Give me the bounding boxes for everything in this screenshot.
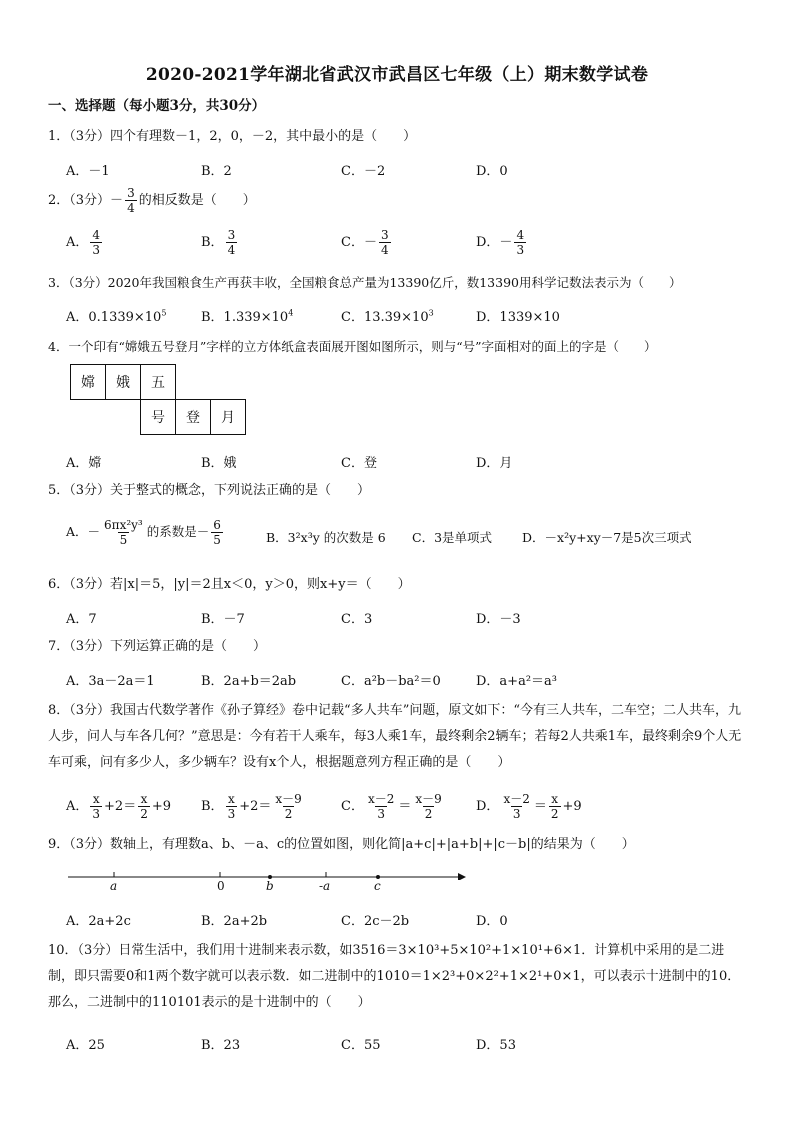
option-d: D．－x²y+xy－7是5次三项式: [522, 530, 692, 545]
point-label-a: a: [110, 879, 118, 893]
option-c: C．$13.39\times 10^3$: [341, 308, 434, 325]
option-d: D．a+a²＝a³: [476, 674, 557, 689]
option-c: C． $\frac{x-2}{3}$ ＝ $\frac{x-9}{2}$: [341, 792, 442, 821]
net-cell: 五: [140, 364, 176, 400]
option-c: C．3是单项式: [412, 530, 493, 545]
question-3-options: [66, 306, 766, 334]
question-4: 4．一个印有“嫦娥五号登月”字样的立方体纸盒表面展开图如图所示，则与“号”字面相对的面上的字是（ ）: [48, 339, 657, 354]
option-b: B．3²x³y 的次数是 6: [266, 530, 386, 545]
point-label-neg-a: -a: [319, 879, 331, 893]
option-c: C．－ $\frac{3}{4}$: [341, 228, 389, 257]
option-d: D．－ $\frac{4}{3}$: [476, 228, 525, 257]
option-b: B．2: [201, 164, 232, 179]
page-title: 2020-2021学年湖北省武汉市武昌区七年级（上）期末数学试卷: [145, 65, 649, 85]
option-c: C．2c－2b: [341, 914, 410, 929]
question-1: 1．（3分）四个有理数－1，2，0，－2，其中最小的是（ ）: [48, 129, 417, 144]
option-d: D．1339×10: [476, 310, 560, 325]
option-d: D．0: [476, 164, 508, 179]
option-d: D．－3: [476, 612, 521, 627]
net-cell: 娥: [105, 364, 141, 400]
question-6-options: [66, 608, 766, 636]
question-5-options: [66, 518, 766, 558]
option-a: A．2a+2c: [66, 914, 131, 929]
option-a: A．3a－2a＝1: [66, 674, 155, 689]
option-c: C．a²b－ba²＝0: [341, 674, 441, 689]
option-a: A．嫦: [66, 456, 102, 471]
fraction: $\frac{3}{4}$: [127, 186, 135, 215]
question-5: 5．（3分）关于整式的概念，下列说法正确的是（ ）: [48, 483, 371, 498]
option-b: B．2a+b＝2ab: [201, 674, 297, 689]
option-d: D．53: [476, 1038, 516, 1053]
question-6: 6．（3分）若|x|＝5，|y|＝2且x＜0，y＞0，则x+y＝（ ）: [48, 577, 411, 592]
option-a: A．25: [66, 1038, 105, 1053]
option-b: B．娥: [201, 456, 237, 471]
number-line-axis: [66, 866, 466, 880]
net-cell: 号: [140, 399, 176, 435]
option-d: D． $\frac{x-2}{3}$ ＝ $\frac{x}{2}$ +9: [476, 792, 582, 821]
question-8-options: [66, 792, 766, 828]
question-9: 9．（3分）数轴上，有理数a、b、－a、c的位置如图，则化简|a+c|+|a+b|+|c－b|的结果为（ ）: [48, 837, 635, 852]
option-c: C．55: [341, 1038, 381, 1053]
option-b: B．2a+2b: [201, 914, 268, 929]
point-label-b: b: [266, 879, 274, 893]
option-d: D．月: [476, 456, 513, 471]
question-2-options: [66, 228, 766, 264]
question-7: 7．（3分）下列运算正确的是（ ）: [48, 639, 267, 654]
option-a: A．－1: [66, 164, 110, 179]
option-a: A． $\frac{4}{3}$: [66, 228, 101, 257]
option-b: B． $\frac{3}{4}$: [201, 228, 236, 257]
option-b: B．$1.339\times 10^4$: [201, 308, 294, 325]
option-a: A．－ $\frac{\text{6πx²y³}}{5}$ 的系数是－ $\frac{6}{5}$: [66, 518, 221, 547]
net-cell: 月: [210, 399, 246, 435]
option-d: D．0: [476, 914, 508, 929]
option-b: B．－7: [201, 612, 245, 627]
question-10-options: [66, 1034, 766, 1062]
question-4-options: [66, 452, 766, 480]
point-label-c: c: [374, 879, 381, 893]
number-line-figure: [66, 866, 466, 898]
option-c: C．－2: [341, 164, 386, 179]
arrow-icon: [458, 873, 466, 880]
question-8: 8．（3分）我国古代数学著作《孙子算经》卷中记载“多人共车”问题，原文如下：“今有三人共车，二车空；二人共车，九人步，问人与车各几何？”意思是：今有若干人乘车，每3人乘1车，最终剩余2辆车；若每2人共乘1车，最终剩余9个人无车可乘，问有多少人，多少辆车？设有x个人，根据题意列方程正确的是（ ）: [48, 703, 742, 770]
option-a: A． $\frac{x}{3}$ +2＝ $\frac{x}{2}$ +9: [66, 792, 172, 821]
option-a: A．$0.1339\times 10^5$: [66, 308, 167, 325]
net-cell: 嫦: [70, 364, 106, 400]
net-cell: 登: [175, 399, 211, 435]
question-1-options: [66, 160, 766, 188]
option-c: C．登: [341, 456, 377, 471]
option-c: C．3: [341, 612, 373, 627]
point-label-zero: 0: [217, 879, 225, 893]
section-heading: 一、选择题（每小题3分，共30分）: [48, 98, 266, 114]
question-2: 2．（3分）－ $\frac{3}{4}$ 的相反数是（ ）: [48, 186, 256, 215]
question-10: 10．（3分）日常生活中，我们用十进制来表示数，如3516＝3×10³+5×10²+1×10¹+6×1．计算机中采用的是二进制，即只需要0和1两个数字就可以表示数．如二进制中的1010＝1×2³+0×2²+1×2¹+0×1，可以表示十进制中的10．那么，二进制中的110101表示的是十进制中的（ ）: [48, 943, 741, 1010]
option-b: B． $\frac{x}{3}$ +2＝ $\frac{x-9}{2}$: [201, 792, 302, 821]
option-b: B．23: [201, 1038, 241, 1053]
question-7-options: [66, 670, 766, 698]
question-9-options: [66, 910, 766, 938]
question-3: 3．（3分）2020年我国粮食生产再获丰收，全国粮食总产量为13390亿斤，数13390用科学记数法表示为（ ）: [48, 275, 682, 290]
option-a: A．7: [66, 612, 97, 627]
